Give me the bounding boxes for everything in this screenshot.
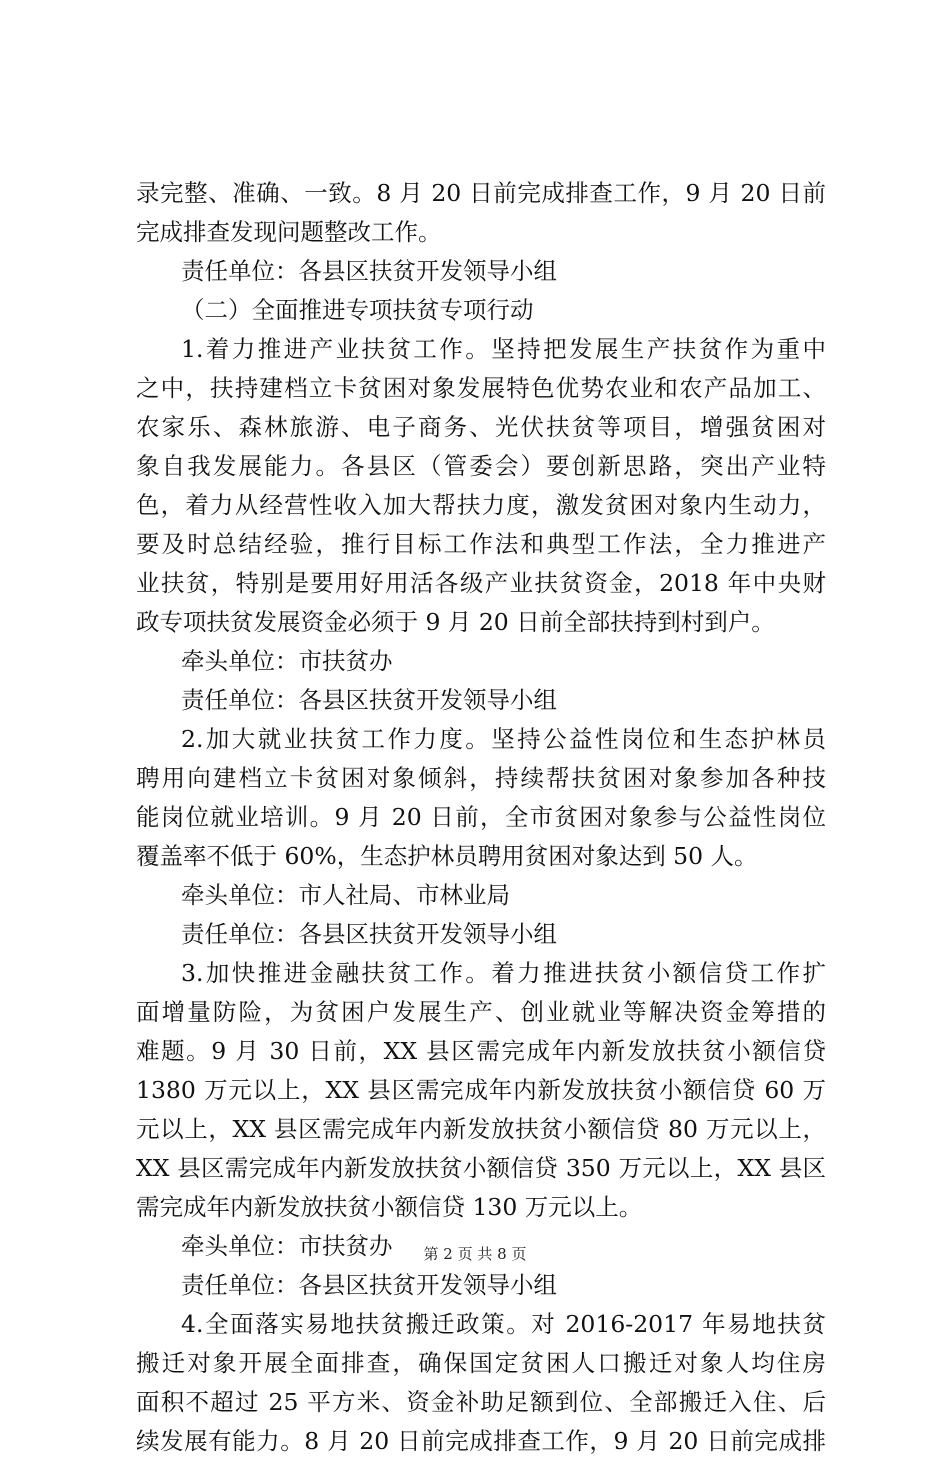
text-line: 农家乐、森林旅游、电子商务、光伏扶贫等项目，增强贫困对 — [136, 413, 826, 441]
text-line: 3.加快推进金融扶贫工作。着力推进扶贫小额信贷工作扩 — [181, 959, 826, 987]
text-line: 业扶贫，特别是要用好用活各级产业扶贫资金，2018 年中央财 — [136, 569, 826, 597]
text-line: 聘用向建档立卡贫困对象倾斜，持续帮扶贫困对象参加各种技 — [136, 764, 826, 792]
text-line: 元以上，XX 县区需完成年内新发放扶贫小额信贷 80 万元以上， — [136, 1115, 826, 1143]
text-line: XX 县区需完成年内新发放扶贫小额信贷 350 万元以上，XX 县区 — [136, 1154, 826, 1182]
text-line: 4.全面落实易地扶贫搬迁政策。对 2016-2017 年易地扶贫 — [181, 1310, 826, 1338]
text-line: 面积不超过 25 平方米、资金补助足额到位、全部搬迁入住、后 — [136, 1388, 826, 1416]
text-line: 政专项扶贫发展资金必须于 9 月 20 日前全部扶持到村到户。 — [136, 608, 775, 636]
text-line: 牵头单位：市扶贫办 — [181, 647, 393, 675]
text-line: 象自我发展能力。各县区（管委会）要创新思路，突出产业特 — [136, 452, 826, 480]
text-line: 搬迁对象开展全面排查，确保国定贫困人口搬迁对象人均住房 — [136, 1349, 826, 1377]
text-line: 录完整、准确、一致。8 月 20 日前完成排查工作，9 月 20 日前 — [136, 179, 826, 207]
text-line: （二）全面推进专项扶贫专项行动 — [181, 296, 534, 324]
document-body — [136, 174, 826, 1461]
text-line: 责任单位：各县区扶贫开发领导小组 — [181, 686, 557, 714]
text-line: 覆盖率不低于 60%，生态护林员聘用贫困对象达到 50 人。 — [136, 842, 758, 870]
text-line: 能岗位就业培训。9 月 20 日前，全市贫困对象参与公益性岗位 — [136, 803, 826, 831]
text-line: 1380 万元以上，XX 县区需完成年内新发放扶贫小额信贷 60 万 — [136, 1076, 826, 1104]
text-line: 之中，扶持建档立卡贫困对象发展特色优势农业和农产品加工、 — [136, 374, 826, 402]
text-line: 色，着力从经营性收入加大帮扶力度，激发贫困对象内生动力， — [136, 491, 826, 519]
text-line: 要及时总结经验，推行目标工作法和典型工作法，全力推进产 — [136, 530, 826, 558]
text-line: 面增量防险，为贫困户发展生产、创业就业等解决资金筹措的 — [136, 998, 826, 1026]
text-line: 难题。9 月 30 日前，XX 县区需完成年内新发放扶贫小额信贷 — [136, 1037, 826, 1065]
text-line: 责任单位：各县区扶贫开发领导小组 — [181, 1271, 557, 1299]
text-line: 需完成年内新发放扶贫小额信贷 130 万元以上。 — [136, 1193, 643, 1221]
page-footer: 第 2 页 共 8 页 — [423, 1245, 527, 1263]
text-line: 牵头单位：市扶贫办 — [181, 1232, 393, 1260]
text-line: 续发展有能力。8 月 20 日前完成排查工作，9 月 20 日前完成排 — [136, 1427, 826, 1455]
text-line: 责任单位：各县区扶贫开发领导小组 — [181, 920, 557, 948]
text-line: 2.加大就业扶贫工作力度。坚持公益性岗位和生态护林员 — [181, 725, 826, 753]
text-line: 1.着力推进产业扶贫工作。坚持把发展生产扶贫作为重中 — [181, 335, 826, 363]
text-line: 责任单位：各县区扶贫开发领导小组 — [181, 257, 557, 285]
text-line: 完成排查发现问题整改工作。 — [136, 218, 442, 246]
text-line: 牵头单位：市人社局、市林业局 — [181, 881, 510, 909]
